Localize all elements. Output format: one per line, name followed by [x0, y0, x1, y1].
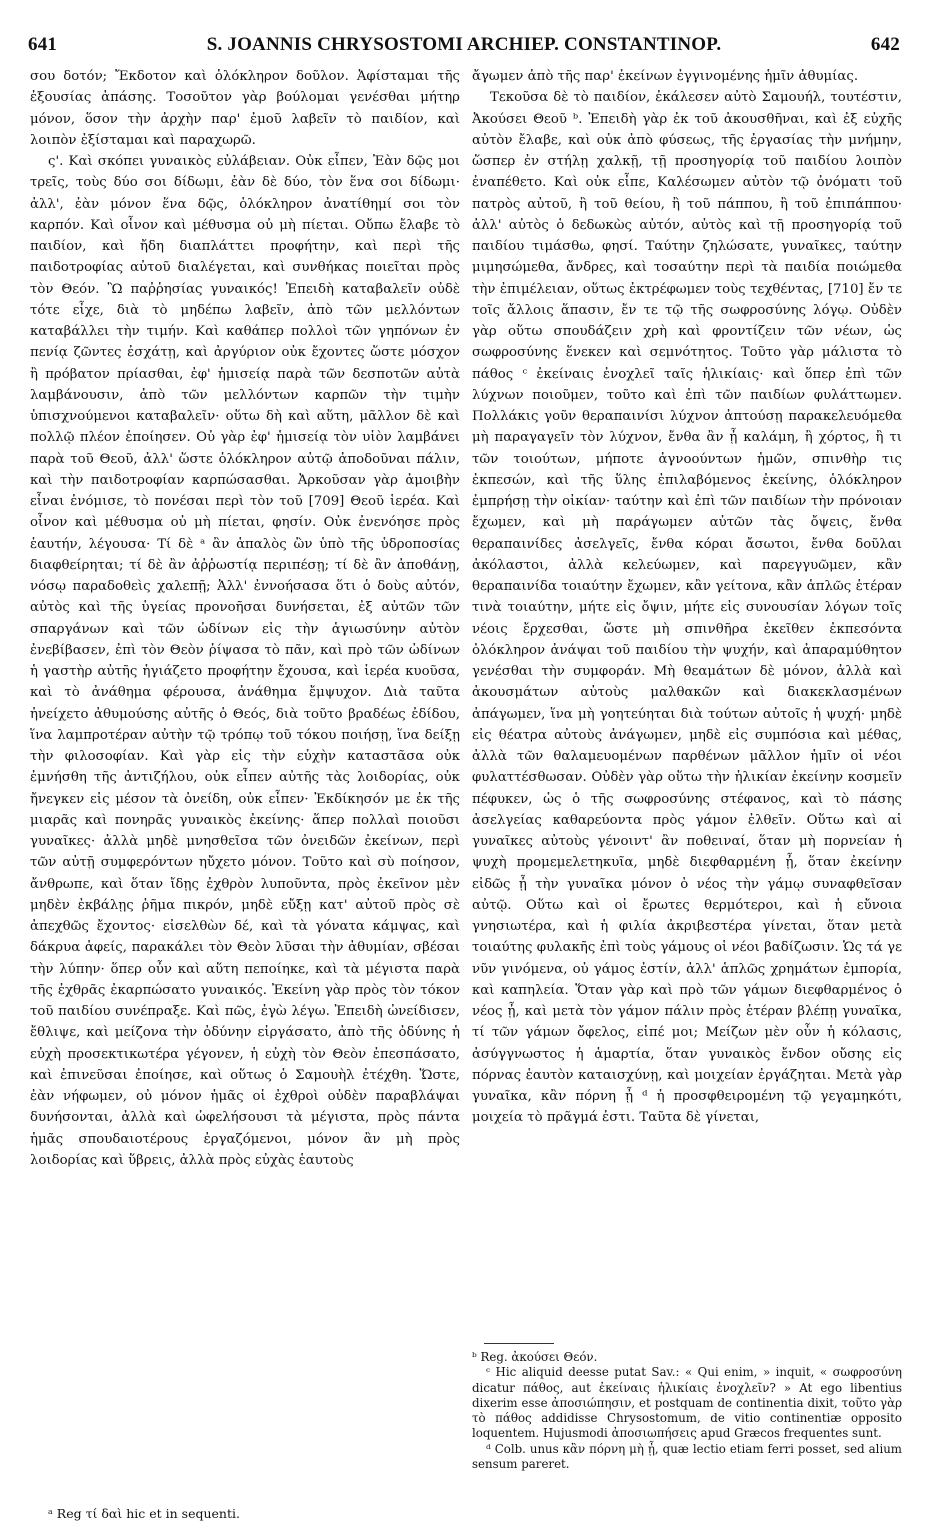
footnote-divider	[484, 1343, 554, 1344]
left-paragraph: ς'. Καὶ σκόπει γυναικὸς εὐλάβειαν. Οὐκ εἶπεν, Ἐὰν δῷς μοι τρεῖς, τοὺς δύο σοι δίδωμι, ἐὰν δὲ δύο, τὸν ἕνα σοι δίδωμι· ἀλλ', ἐὰν μόνον ἕνα δῷς, ὁλόκληρον ἀνατίθημί σοι τὸν καρπόν. Καὶ οἶνον καὶ μέθυσμα οὐ μὴ πίεται. Οὔπω ἔλαβε τὸ παιδίον, καὶ ἤδη διαπλάττει προφήτην, καὶ περὶ τῆς παιδοτροφίας αὐτοῦ διαλέγεται, καὶ συνθήκας ποιεῖται πρὸς τὸν Θεόν. Ὢ παῤῥησίας γυναικός! Ἐπειδὴ καταβαλεῖν οὐδὲ τότε εἶχε, διὰ τὸ μηδέπω λαβεῖν, ἀπὸ τῶν μελλόντων καταβάλλει τὴν τιμήν. Καὶ καθάπερ πολλοὶ τῶν γηπόνων ἐν πενίᾳ ζῶντες ἐσχάτῃ, καὶ ἀργύριον οὐκ ἔχοντες ὥστε μόσχον ἢ πρόβατον πρίασθαι, ἐφ' ἡμισείᾳ παρὰ τῶν δεσποτῶν αὐτὰ λαμβάνουσιν, ἀπὸ τῶν μελλόντων καρπῶν τὴν τιμὴν ὑπισχνούμενοι καταβαλεῖν· οὕτω δὴ καὶ αὕτη, μᾶλλον δὲ καὶ πολλῷ πλέον ἐποίησεν. Οὐ γὰρ ἐφ' ἡμισείᾳ τὸν υἱὸν λαμβάνει παρὰ τοῦ Θεοῦ, ἀλλ' ὥστε ὁλόκληρον αὐτῷ ἀποδοῦναι πάλιν, καὶ τὴν παιδοτροφίαν καρπώσασθαι. Ἀρκοῦσαν γὰρ ἀμοιβὴν εἶναι ἐνόμισε, τὸ πονέσαι περὶ τὸν τοῦ [709] Θεοῦ ἱερέα. Καὶ οἶνον καὶ μέθυσμα οὐ μὴ πίεται, φησίν. Οὐκ ἐνενόησε πρὸς ἑαυτήν, λέγουσα· Τί δὲ ᵃ ἂν ἁπαλὸς ὢν ὑπὸ τῆς ὑδροποσίας διαφθείρηται; τί δὲ ἂν ἀῤῥωστίᾳ περιπέσῃ; τί δὲ ἂν ἀποθάνῃ, νόσῳ παραδοθεὶς χαλεπῇ; Ἀλλ' ἐννοήσασα ὅτι ὁ δοὺς αὐτόν, αὐτὸς καὶ τῆς ὑγείας προνοῆσαι δυνήσεται, ἐξ αὐτῶν τῶν σπαργάνων καὶ τῶν ὠδίνων εἰς τὴν ἁγιωσύνην αὐτὸν ἐνεβίβασεν, ἐπὶ τὸν Θεὸν ῥίψασα τὸ πᾶν, καὶ πρὸ τῶν ὠδίνων ἡ γαστὴρ αὐτῆς ἡγιάζετο προφήτην ἔχουσα, καὶ ἱερέα κυοῦσα, καὶ τὸ ἀνάθημα φέρουσα, ἀνάθημα ἔμψυχον. Διὰ ταῦτα ἠνείχετο ἀθυμούσης αὐτῆς ὁ Θεός, διὰ τοῦτο βραδέως ἐδίδου, ἵνα λαμπροτέραν αὐτὴν τῷ τρόπῳ τοῦ τόκου ποιήσῃ, ἵνα δείξῃ τὴν φιλοσοφίαν. Καὶ γὰρ εἰς τὴν εὐχὴν καταστᾶσα οὐκ ἐμνήσθη τῆς ἀντιζήλου, οὐκ εἶπεν αὐτῆς τὰς λοιδορίας, οὐκ ἤνεγκεν εἰς μέσον τὰ ὀνείδη, οὐκ εἶπεν· Ἐκδίκησόν με ἐκ τῆς μιαρᾶς καὶ πονηρᾶς γυναικὸς ἐκείνης· ἅπερ πολλαὶ ποιοῦσι γυναῖκες· ἀλλὰ μηδὲ μνησθεῖσα τῶν ὀνειδῶν ἐκείνων, περὶ τῶν αὐτῇ συμφερόντων ηὔχετο μόνον. Τοῦτο καὶ σὺ ποίησον, ἄνθρωπε, καὶ ὅταν ἴδῃς ἐχθρὸν λυποῦντα, πρὸς ἐκεῖνον μὲν μηδὲν ἐκβάλῃς ῥῆμα πικρόν, μηδὲ εὔξῃ κατ' αὐτοῦ πρὸς σὲ ἀπεχθῶς ἔχοντος· εἰσελθὼν δέ, καὶ τὰ γόνατα κάμψας, καὶ δάκρυα ἀφείς, παρακάλει τὸν Θεὸν λῦσαι τὴν ἀθυμίαν, σβέσαι τὴν λύπην· ὅπερ οὖν καὶ αὕτη πεποίηκε, καὶ τὰ μέγιστα παρὰ τῆς ἐχθρᾶς ἐκαρπώσατο γυναικός. Ἐκείνη γὰρ πρὸς τὸν τόκον τοῦ παιδίου συνέπραξε. Καὶ πῶς, ἐγὼ λέγω. Ἐπειδὴ ὠνείδισεν, ἔθλιψε, καὶ μείζονα τὴν ὀδύνην εἰργάσατο, ἀπὸ τῆς ὀδύνης ἡ εὐχὴ προσεκτικωτέρα γέγονεν, ἡ εὐχὴ τὸν Θεὸν ἐπεσπάσατο, καὶ ἐπινεῦσαι ἐποίησε, καὶ οὕτως ὁ Σαμουὴλ ἐτέχθη. Ὥστε, ἐὰν νήφωμεν, οὐ μόνον ἡμᾶς οἱ ἐχθροὶ οὐδὲν παραβλάψαι δυνήσονται, ἀλλὰ καὶ ὠφελήσουσι τὰ μέγιστα, πρὸς πάντα ἡμᾶς σπουδαιοτέρους ἐργαζόμενοι, μόνον ἂν μὴ πρὸς λοιδορίας καὶ ὕβρεις, ἀλλὰ πρὸς εὐχὰς ἑαυτοὺς	[30, 154, 460, 1168]
page-header	[28, 30, 900, 60]
footnotes-right	[472, 1350, 902, 1472]
left-text-column	[30, 66, 460, 1171]
right-paragraph: Τεκοῦσα δὲ τὸ παιδίον, ἐκάλεσεν αὐτὸ Σαμουήλ, τουτέστιν, Ἀκούσει Θεοῦ ᵇ. Ἐπειδὴ γὰρ ἐκ τοῦ ἀκουσθῆναι, καὶ ἐξ εὐχῆς αὐτὸν ἔλαβε, καὶ οὐκ ἀπὸ φύσεως, τῆς ἐργασίας τὴν μνήμην, ὥσπερ ἐν στήλῃ χαλκῇ, τῇ προσηγορίᾳ τοῦ παιδίου λοιπὸν ἐναπέθετο. Καὶ οὐκ εἶπε, Καλέσωμεν αὐτὸν τῷ ὀνόματι τοῦ πατρὸς αὐτοῦ, ἢ τοῦ θείου, ἢ τοῦ πάππου, ἢ τοῦ ἐπιπάππου· ἀλλ' αὐτὸς ὁ δεδωκὼς αὐτόν, αὐτὸς καὶ τῇ προσηγορίᾳ τοῦ παιδίου τιμάσθω, φησί. Ταύτην ζηλώσατε, γυναῖκες, ταύτην μιμησώμεθα, ἄνδρες, καὶ τοσαύτην περὶ τὰ παιδία ποιώμεθα τὴν ἐπιμέλειαν, οὕτως ἐκτρέφωμεν τοὺς τεχθέντας, [710] ἔν τε τοῖς ἄλλοις ἅπασιν, ἔν τε τῷ τῆς σωφροσύνης λόγῳ. Οὐδὲν γὰρ οὕτω σπουδάζειν χρὴ καὶ φροντίζειν τῶν νέων, ὡς σωφροσύνης ἕνεκεν καὶ σεμνότητος. Τοῦτο γὰρ μάλιστα τὸ πάθος ᶜ ἐκείναις ἐνοχλεῖ ταῖς ἡλικίαις· καὶ ὅπερ ἐπὶ τῶν λύχνων ποιοῦμεν, τοῦτο καὶ ἐπὶ τῶν παιδίων φυλάττωμεν. Πολλάκις γοῦν θεραπαινίσι λύχνον ἀπτούσῃ παρακελευόμεθα μὴ παραγαγεῖν τὸν λύχνον, ἔνθα ἂν ᾖ καλάμη, ἢ χόρτος, ἢ τι τῶν τοιούτων, μήποτε ἀγνοούντων ἡμῶν, σπινθὴρ τις ἐκπεσών, καὶ τῆς ὕλης ἐπιλαβόμενος ἐκείνης, ὁλόκληρον ἐμπρήσῃ τὴν οἰκίαν· ταύτην καὶ ἐπὶ τῶν παιδίων τὴν πρόνοιαν ἔχωμεν, καὶ μὴ παράγωμεν αὐτῶν τὰς ὄψεις, ἔνθα θεραπαινίδες ἀσελγεῖς, ἔνθα κόραι ἄσωτοι, ἔνθα δοῦλαι ἀκόλαστοι, ἀλλὰ κελεύωμεν, καὶ παρεγγυῶμεν, κἂν θεραπαινίδα τοιαύτην ἔχωμεν, κἂν γείτονα, κἂν ἁπλῶς ἑτέραν τινὰ τοιαύτην, μήτε εἰς ὄψιν, μήτε εἰς συνουσίαν λόγων τοῖς νέοις ἔρχεσθαι, ὥστε μὴ σπινθῆρα ἐκεῖθεν ἐκπεσόντα ὁλόκληρον ἀνάψαι τοῦ παιδίου τὴν ψυχήν, καὶ ἀπαραμύθητον γενέσθαι τὴν συμφοράν. Μὴ θεαμάτων δὲ μόνον, ἀλλὰ καὶ ἀκουσμάτων αὐτοὺς μαλθακῶν καὶ διακεκλασμένων ἀπάγωμεν, ἵνα μὴ γοητεύηται διὰ τούτων αὐτοῖς ἡ ψυχή· μηδὲ εἰς θέατρα αὐτοὺς ἀνάγωμεν, μηδὲ εἰς συμπόσια καὶ μέθας, ἀλλὰ τῶν θαλαμευομένων παρθένων μᾶλλον ἡμῖν οἱ νέοι φυλαττέσθωσαν. Οὐδὲν γὰρ οὕτω τὴν ἡλικίαν ἐκείνην κοσμεῖν πέφυκεν, ὡς ὁ τῆς σωφροσύνης στέφανος, καὶ τὸ πάσης ἀσελγείας καθαρεύοντα πρὸς γάμον ἐλθεῖν. Οὕτω καὶ αἱ γυναῖκες αὐτοὺς γένοιντ' ἂν ποθειναί, ὅταν μὴ πορνείαν ἡ ψυχὴ προμεμελετηκυῖα, μηδὲ διεφθαρμένη ᾖ, ὅταν ἐκείνην εἰδῶς ᾖ τὴν γυναῖκα μόνον ὁ νέος τὴν γάμῳ συναφθεῖσαν αὐτῷ. Οὕτω καὶ οἱ ἔρωτες θερμότεροι, καὶ ἡ εὔνοια γνησιωτέρα, καὶ ἡ φιλία ἀκριβεστέρα γίνεται, ὅταν μετὰ τοιαύτης φυλακῆς ἐπὶ τοὺς γάμους οἱ νέοι βαδίζωσιν. Ὡς τά γε νῦν γινόμενα, οὐ γάμος ἐστίν, ἀλλ' ἁπλῶς χρημάτων ἐμπορία, καὶ καπηλεία. Ὅταν γὰρ καὶ πρὸ τῶν γάμων διεφθαρμένος ὁ νέος ᾖ, καὶ μετὰ τὸν γάμον πάλιν πρὸς ἑτέραν βλέπῃ γυναῖκα, τί τῶν γάμων ὄφελος, εἰπέ μοι; Μείζων μὲν οὖν ἡ κόλασις, ἀσύγγνωστος ἡ ἁμαρτία, ὅταν γυναικὸς ἔνδον οὔσης εἰς πόρνας ἑαυτὸν καταισχύνῃ, καὶ μοιχείαν ἐργάζηται. Μετὰ γὰρ γυναῖκα, κἂν πόρνη ᾖ ᵈ ἡ προσφθειρομένη τῷ γεγαμηκότι, μοιχεία τὸ πρᾶγμά ἐστι. Ταῦτα δὲ γίνεται,	[472, 90, 902, 1126]
footnote-c: ᶜ Hic aliquid deesse putat Sav.: « Qui enim, » inquit, « σωφροσύνη dicatur πάθος, aut ἐκείναις ἡλικίαις ἐνοχλεῖν? » At ego libentius dixerim esse ἀποσιώπησιν, et postquam de continentia dixit, τοῦτο γὰρ τὸ πάθος addidisse Chrysostomum, de vitio continentiæ opposito loquentem. Hujusmodi ἀποσιωπήσεις apud Græcos frequentes sunt.	[472, 1365, 902, 1441]
footnote-a: ᵃ Reg τί δαὶ hic et in sequenti.	[48, 1506, 240, 1521]
page-number-left: 641	[28, 34, 58, 55]
footnote-d: ᵈ Colb. unus κἂν πόρνη μὴ ᾖ, quæ lectio etiam ferri posset, sed alium sensum pareret.	[472, 1441, 902, 1472]
right-paragraph: ἄγωμεν ἀπὸ τῆς παρ' ἐκείνων ἐγγινομένης ἡμῖν ἀθυμίας.	[472, 69, 859, 84]
right-text-column	[472, 66, 902, 1129]
footnote-left	[48, 1505, 448, 1522]
page-number-right: 642	[870, 34, 900, 55]
footnote-b: ᵇ Reg. ἀκούσει Θεόν.	[472, 1350, 598, 1364]
left-paragraph: σου δοτόν; Ἔκδοτον καὶ ὁλόκληρον δοῦλον. Ἀφίσταμαι τῆς ἐξουσίας ἁπάσης. Τοσοῦτον γὰρ βούλομαι γενέσθαι μήτηρ μόνον, ὅσον τὴν ἀρχὴν παρ' ἐμοῦ λαβεῖν τὸ παιδίον, καὶ λοιπὸν ἐξίσταμαι καὶ παραχωρῶ.	[30, 69, 460, 148]
running-title: S. JOANNIS CHRYSOSTOMI ARCHIEP. CONSTANTINOP.	[206, 34, 722, 55]
